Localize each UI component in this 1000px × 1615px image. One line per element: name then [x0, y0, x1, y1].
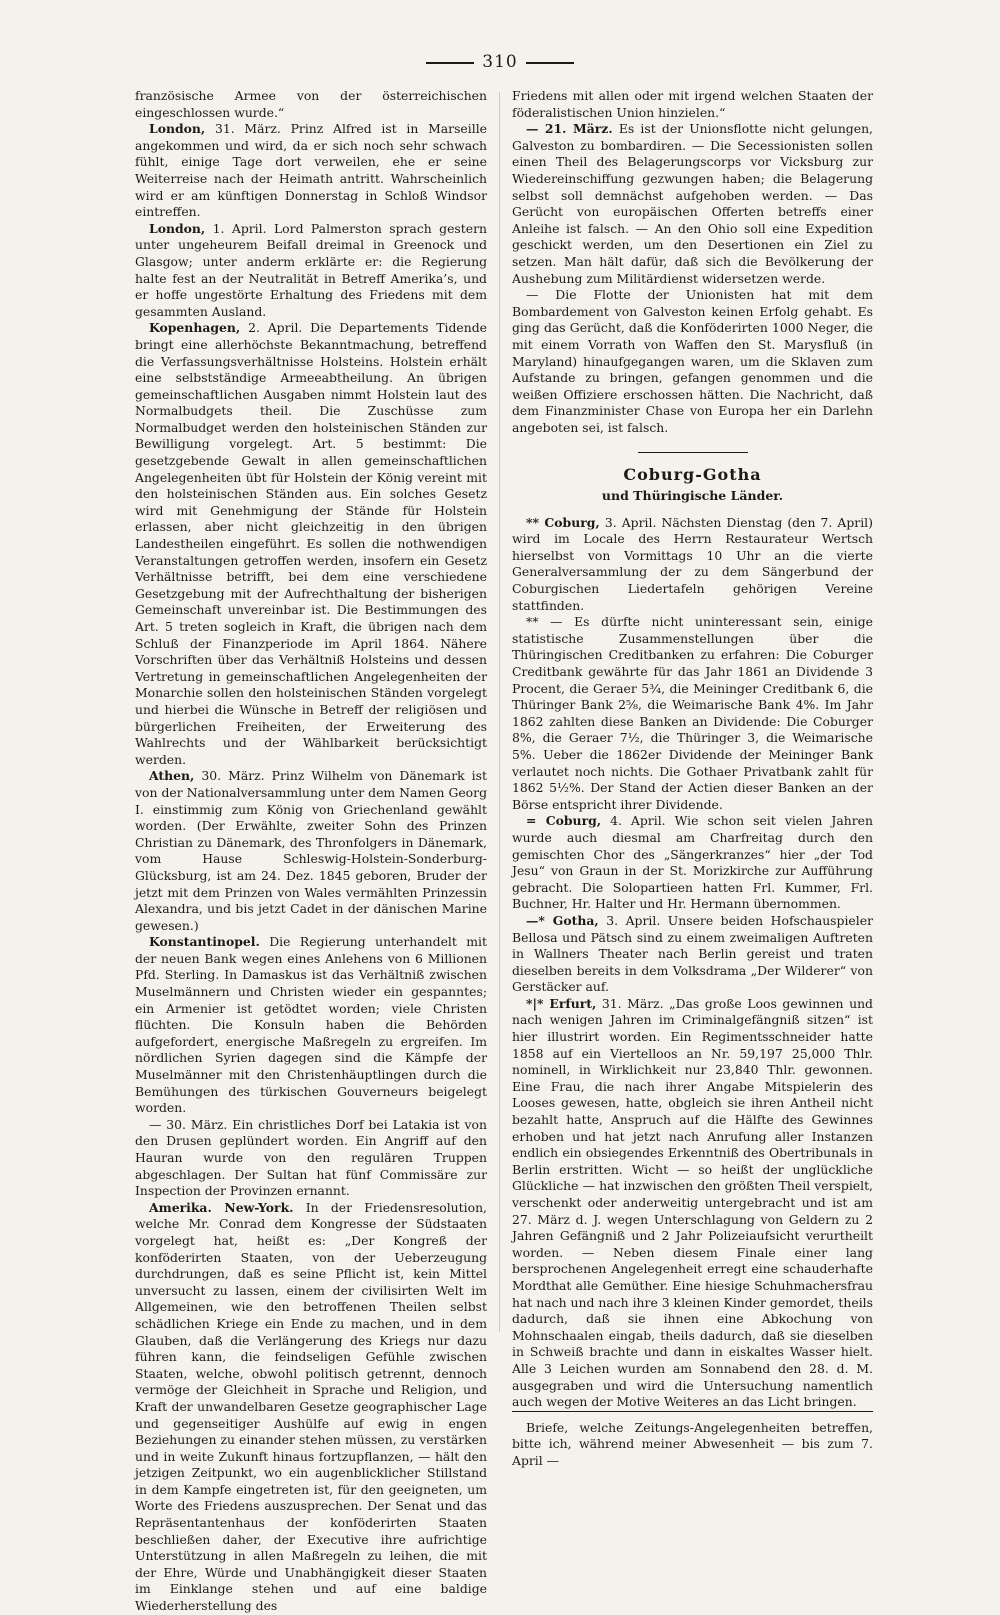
article-dateline: = Coburg, — [526, 813, 602, 829]
article-dateline: Athen, — [149, 768, 195, 784]
article-paragraph — [512, 614, 873, 813]
article-paragraph — [512, 515, 873, 615]
article-dateline: London, — [149, 121, 206, 137]
article-text: — Die Flotte der Unionisten hat mit dem Bombardement von Galveston keinen Erfolg gehabt. Es ging das Gerücht, daß die Konföderirten 1000 Neger, die mit einem Vorrath von Waffen den St. Marysfluß (in Maryland) hinaufgegangen waren, um die Sklaven zum Aufstande zu bringen, gefangen genommen und die weißen Offiziere erschossen hätten. Die Nachricht, daß dem Finanzminister Chase von Europa her ein Darlehn angeboten sei, ist falsch. — [512, 287, 873, 435]
article-text: 4. April. Wie schon seit vielen Jahren wurde auch diesmal am Charfreitag durch den gemischten Chor des „Sängerkranzes“ hier „der Tod Jesu“ von Graun in der St. Morizkirche zur Aufführung gebracht. Die Solopartieen hatten Frl. Kummer, Frl. Buchner, Hr. Halter und Hr. Hermann übernommen. — [512, 813, 873, 912]
article-paragraph — [512, 813, 873, 913]
article-text: Die Regierung unterhandelt mit der neuen Bank wegen eines Anlehens von 6 Millionen Pfd. Sterling. In Damaskus ist das Verhältniß zwischen Muselmännern und Christen wieder ein gespanntes; ein Armenier ist getödtet worden; viele Christen flüchten. Die Konsuln haben die Behörden aufgefordert, energische Maßregeln zu ergreifen. Im nördlichen Syrien dagegen sind die Kämpfe der Muselmänner mit den Christenhäuptlingen durch die Bemühungen des türkischen Gouverneurs beigelegt worden. — [135, 934, 487, 1116]
article-dateline: — 21. März. — [526, 121, 613, 137]
article-text: 3. April. Nächsten Dienstag (den 7. April) wird im Locale des Herrn Restaurateur Wertsch hierselbst von Vormittags 10 Uhr an die vierte Generalversammlung der zu dem Sängerbund der Coburgischen Liedertafeln gehörigen Vereine stattfinden. — [512, 514, 873, 613]
article-text: 2. April. Die Departements Tidende bringt eine allerhöchste Bekanntmachung, betreffend die Verfassungsverhältnisse Holsteins. Holstein erhält eine selbstständige Armeeabtheilung. An übrigen gemeinschaftlichen Ausgaben nimmt Holstein laut des Normalbudgets theil. Die Zuschüsse zum Normalbudget werden den holsteinischen Ständen zur Bewilligung vorgelegt. Art. 5 bestimmt: Die gesetzgebende Gewalt in allen gemeinschaftlichen Angelegenheiten übt für Holstein der König vereint mit den holsteinischen Ständen aus. Ein solches Gesetz wird mit Genehmigung der Stände für Holstein erlassen, aber nicht gleichzeitig in den übrigen Landestheilen eingeführt. Es sollen die nothwendigen Veranstaltungen getroffen werden, insofern ein Gesetz Verhältnisse betrifft, bei dem eine verschiedene Gesetzgebung mit der Aufrechthaltung der bisherigen Gemeinschaft unvereinbar ist. Die Bestimmungen des Art. 5 treten sogleich in Kraft, die übrigen nach dem Schluß der Finanzperiode im April 1864. Nähere Vorschriften über das Verhältniß Holsteins und dessen Vertretung in gemeinschaftlichen Angelegenheiten der Monarchie sollen den holsteinischen Ständen vorgelegt und hierbei die Wünsche in Betreff der religiösen und bürgerlichen Freiheiten, der Erweiterung des Wahlrechts und der Wählbarkeit berücksichtigt werden. — [135, 320, 487, 767]
article-paragraph — [512, 996, 873, 1411]
article-text: 30. März. Prinz Wilhelm von Dänemark ist von der Nationalversammlung unter dem Namen Georg I. einstimmig zum König von Griechenland gewählt worden. (Der Erwählte, zweiter Sohn des Prinzen Christian zu Dänemark, des Thronfolgers in Dänemark, vom Hause Schleswig-Holstein-Sonderburg-Glücksburg, ist am 24. Dez. 1845 geboren, Bruder der jetzt mit dem Prinzen von Wales vermählten Prinzessin Alexandra, und bis jetzt Cadet in der dänischen Marine gewesen.) — [135, 768, 487, 933]
page-number-header — [0, 52, 1000, 72]
article-dateline: —* Gotha, — [526, 912, 599, 928]
article-paragraph — [135, 768, 487, 934]
article-text: ** — Es dürfte nicht uninteressant sein, einige statistische Zusammenstellungen über die Thüringischen Creditbanken zu erfahren: Die Coburger Creditbank gewährte für das Jahr 1861 an Dividende 3 Procent, die Geraer 5¾, die Meininger Creditbank 6, die Thüringer Bank 2⅝, die Weimarische Bank 4%. Im Jahr 1862 zahlten diese Banken an Dividende: Die Coburger 8%, die Geraer 7½, die Thüringer 3, die Weimarische 5%. Ueber die 1862er Dividende der Meininger Bank verlautet noch nichts. Die Gothaer Privatbank zahlt für 1862 5½%. Der Stand der Actien dieser Banken an der Börse entspricht ihrer Dividende. — [512, 614, 873, 812]
editor-notice: Briefe, welche Zeitungs-Angelegenheiten betreffen, bitte ich, während meiner Abwesenheit — bis zum 7. April — — [512, 1411, 873, 1470]
article-text: französische Armee von der österreichischen eingeschlossen wurde.“ — [135, 88, 487, 120]
header-rule-right — [526, 62, 574, 64]
article-dateline: ** Coburg, — [526, 514, 600, 530]
article-text: 3. April. Unsere beiden Hofschauspieler Bellosa und Pätsch sind zu einem zweimaligen Auftreten in Wallners Theater nach Berlin gereist und traten dieselben bereits in dem Volksdrama „Der Wilderer“ von Gerstäcker auf. — [512, 912, 873, 995]
article-paragraph — [512, 121, 873, 287]
article-dateline: Konstantinopel. — [149, 934, 260, 950]
article-paragraph — [135, 121, 487, 221]
page-number: 310 — [482, 52, 518, 72]
left-column — [135, 88, 487, 1615]
article-text: 31. März. „Das große Loos gewinnen und nach wenigen Jahren im Criminalgefängniß sitzen“ ist hier illustrirt worden. Ein Regimentsschneider hatte 1858 auf ein Viertelloos an Nr. 59,197 25,000 Thlr. nominell, in Wirklichkeit nur 23,840 Thlr. gewonnen. Eine Frau, die nach ihrer Angabe Mitspielerin des Looses gewesen, hatte, obgleich sie ihren Antheil nicht bezahlt hatte, Anspruch auf die Hälfte des Gewinnes erhoben und hat jetzt nach Anrufung aller Instanzen endlich ein obsiegendes Erkenntniß des Obertribunals in Berlin erstritten. Wicht — so heißt der unglückliche Glückliche — hat inzwischen den größten Theil verspielt, verschenkt oder anderweitig untergebracht und ist am 27. März d. J. wegen Unterschlagung von Geldern zu 2 Jahren Gefängniß und 2 Jahr Polizeiaufsicht verurtheilt worden. — Neben diesem Finale einer lang bersprochenen Angelegenheit erregt eine schauderhafte Mordthat alle Gemüther. Eine hiesige Schuhmachersfrau hat nach und nach ihre 3 kleinen Kinder gemordet, theils dadurch, daß sie ihnen eine Abkochung von Mohnschaalen eingab, theils dadurch, daß sie dieselben in Schweiß brachte und dann in eiskaltes Wasser hielt. Alle 3 Leichen wurden am Sonnabend den 28. d. M. ausgegraben und wird die Untersuchung namentlich auch wegen der Motive Weiteres an das Licht bringen. — [512, 995, 873, 1410]
article-paragraph — [512, 88, 873, 121]
right-column — [512, 88, 873, 1470]
section-title: Coburg-Gotha — [623, 465, 762, 485]
article-text: — 30. März. Ein christliches Dorf bei Latakia ist von den Drusen geplündert worden. Ein Angriff auf den Hauran wurde von den regulären Truppen abgeschlagen. Der Sultan hat fünf Commissäre zur Inspection der Provinzen ernannt. — [135, 1116, 487, 1199]
article-paragraph — [135, 320, 487, 768]
article-text: 1. April. Lord Palmerston sprach gestern unter ungeheurem Beifall dreimal in Greenock und Glasgow; unter anderm erklärte er: die Regierung halte fest an der Neutralität in Betreff Amerika’s, und er hoffe ungestörte Erhaltung des Friedens mit dem gesammten Ausland. — [135, 220, 487, 319]
article-paragraph — [512, 287, 873, 436]
article-dateline: Kopenhagen, — [149, 320, 241, 336]
header-rule-left — [426, 62, 474, 64]
article-paragraph — [135, 1117, 487, 1200]
article-dateline: London, — [149, 220, 206, 236]
column-divider — [499, 92, 500, 1332]
article-paragraph — [135, 221, 487, 321]
article-paragraph — [512, 913, 873, 996]
article-paragraph — [135, 88, 487, 121]
article-text: Es ist der Unionsflotte nicht gelungen, Galveston zu bombardiren. — Die Secessionisten sollen einen Theil des Belagerungscorps vor Vicksburg zur Wiedereinschiffung gezwungen haben; die Belagerung selbst soll demnächst aufgehoben werden. — Das Gerücht von europäischen Offerten betreffs einer Anleihe ist falsch. — An den Ohio soll eine Expedition geschickt werden, um den Desertionen ein Ziel zu setzen. Man hält dafür, daß sich die Bevölkerung der Aushebung zum Militärdienst widersetzen werde. — [512, 121, 873, 286]
section-subtitle: und Thüringische Länder. — [601, 488, 784, 504]
article-dateline: Amerika. New-York. — [149, 1199, 294, 1215]
article-dateline: *|* Erfurt, — [526, 995, 597, 1011]
article-text: 31. März. Prinz Alfred ist in Marseille angekommen und wird, da er sich noch sehr schwach fühlt, einige Tage dort verweilen, ehe er seine Weiterreise nach der Heimath antritt. Wahrscheinlich wird er am künftigen Donnerstag in Schloß Windsor eintreffen. — [135, 121, 487, 220]
article-paragraph — [135, 1200, 487, 1615]
article-paragraph — [135, 934, 487, 1117]
section-divider — [638, 452, 748, 453]
article-text: Friedens mit allen oder mit irgend welchen Staaten der föderalistischen Union hinzielen.“ — [512, 88, 873, 120]
article-text: In der Friedensresolution, welche Mr. Conrad dem Kongresse der Südstaaten vorgelegt hat, heißt es: „Der Kongreß der konföderirten Staaten, von der Ueberzeugung durchdrungen, daß es seine Pflicht ist, kein Mittel unversucht zu lassen, einem der civilisirten Welt im Allgemeinen, wie den betroffenen Theilen selbst schädlichen Kriege ein Ende zu machen, und in dem Glauben, daß die Verlängerung des Kriegs nur dazu führen kann, die feindseligen Gefühle zwischen Staaten, welche, obwohl politisch getrennt, dennoch vermöge der Gleichheit in Sprache und Religion, und Kraft der unwandelbaren Gesetze geographischer Lage und gegenseitiger Aushülfe auf ewig in engen Beziehungen zu einander stehen müssen, zu verstärken und in weite Zukunft hinaus fortzupflanzen, — hält den jetzigen Zeitpunkt, wo ein augenblicklicher Stillstand in dem Kampfe eingetreten ist, für den geeigneten, um Worte des Friedens auszusprechen. Der Senat und das Repräsentantenhaus der konföderirten Staaten beschließen daher, der Executive ihre aufrichtige Unterstützung in allen Maßregeln zu leihen, die mit der Ehre, Würde und Unabhängigkeit dieser Staaten im Einklange stehen und auf eine baldige Wiederherstellung des — [135, 1199, 487, 1614]
